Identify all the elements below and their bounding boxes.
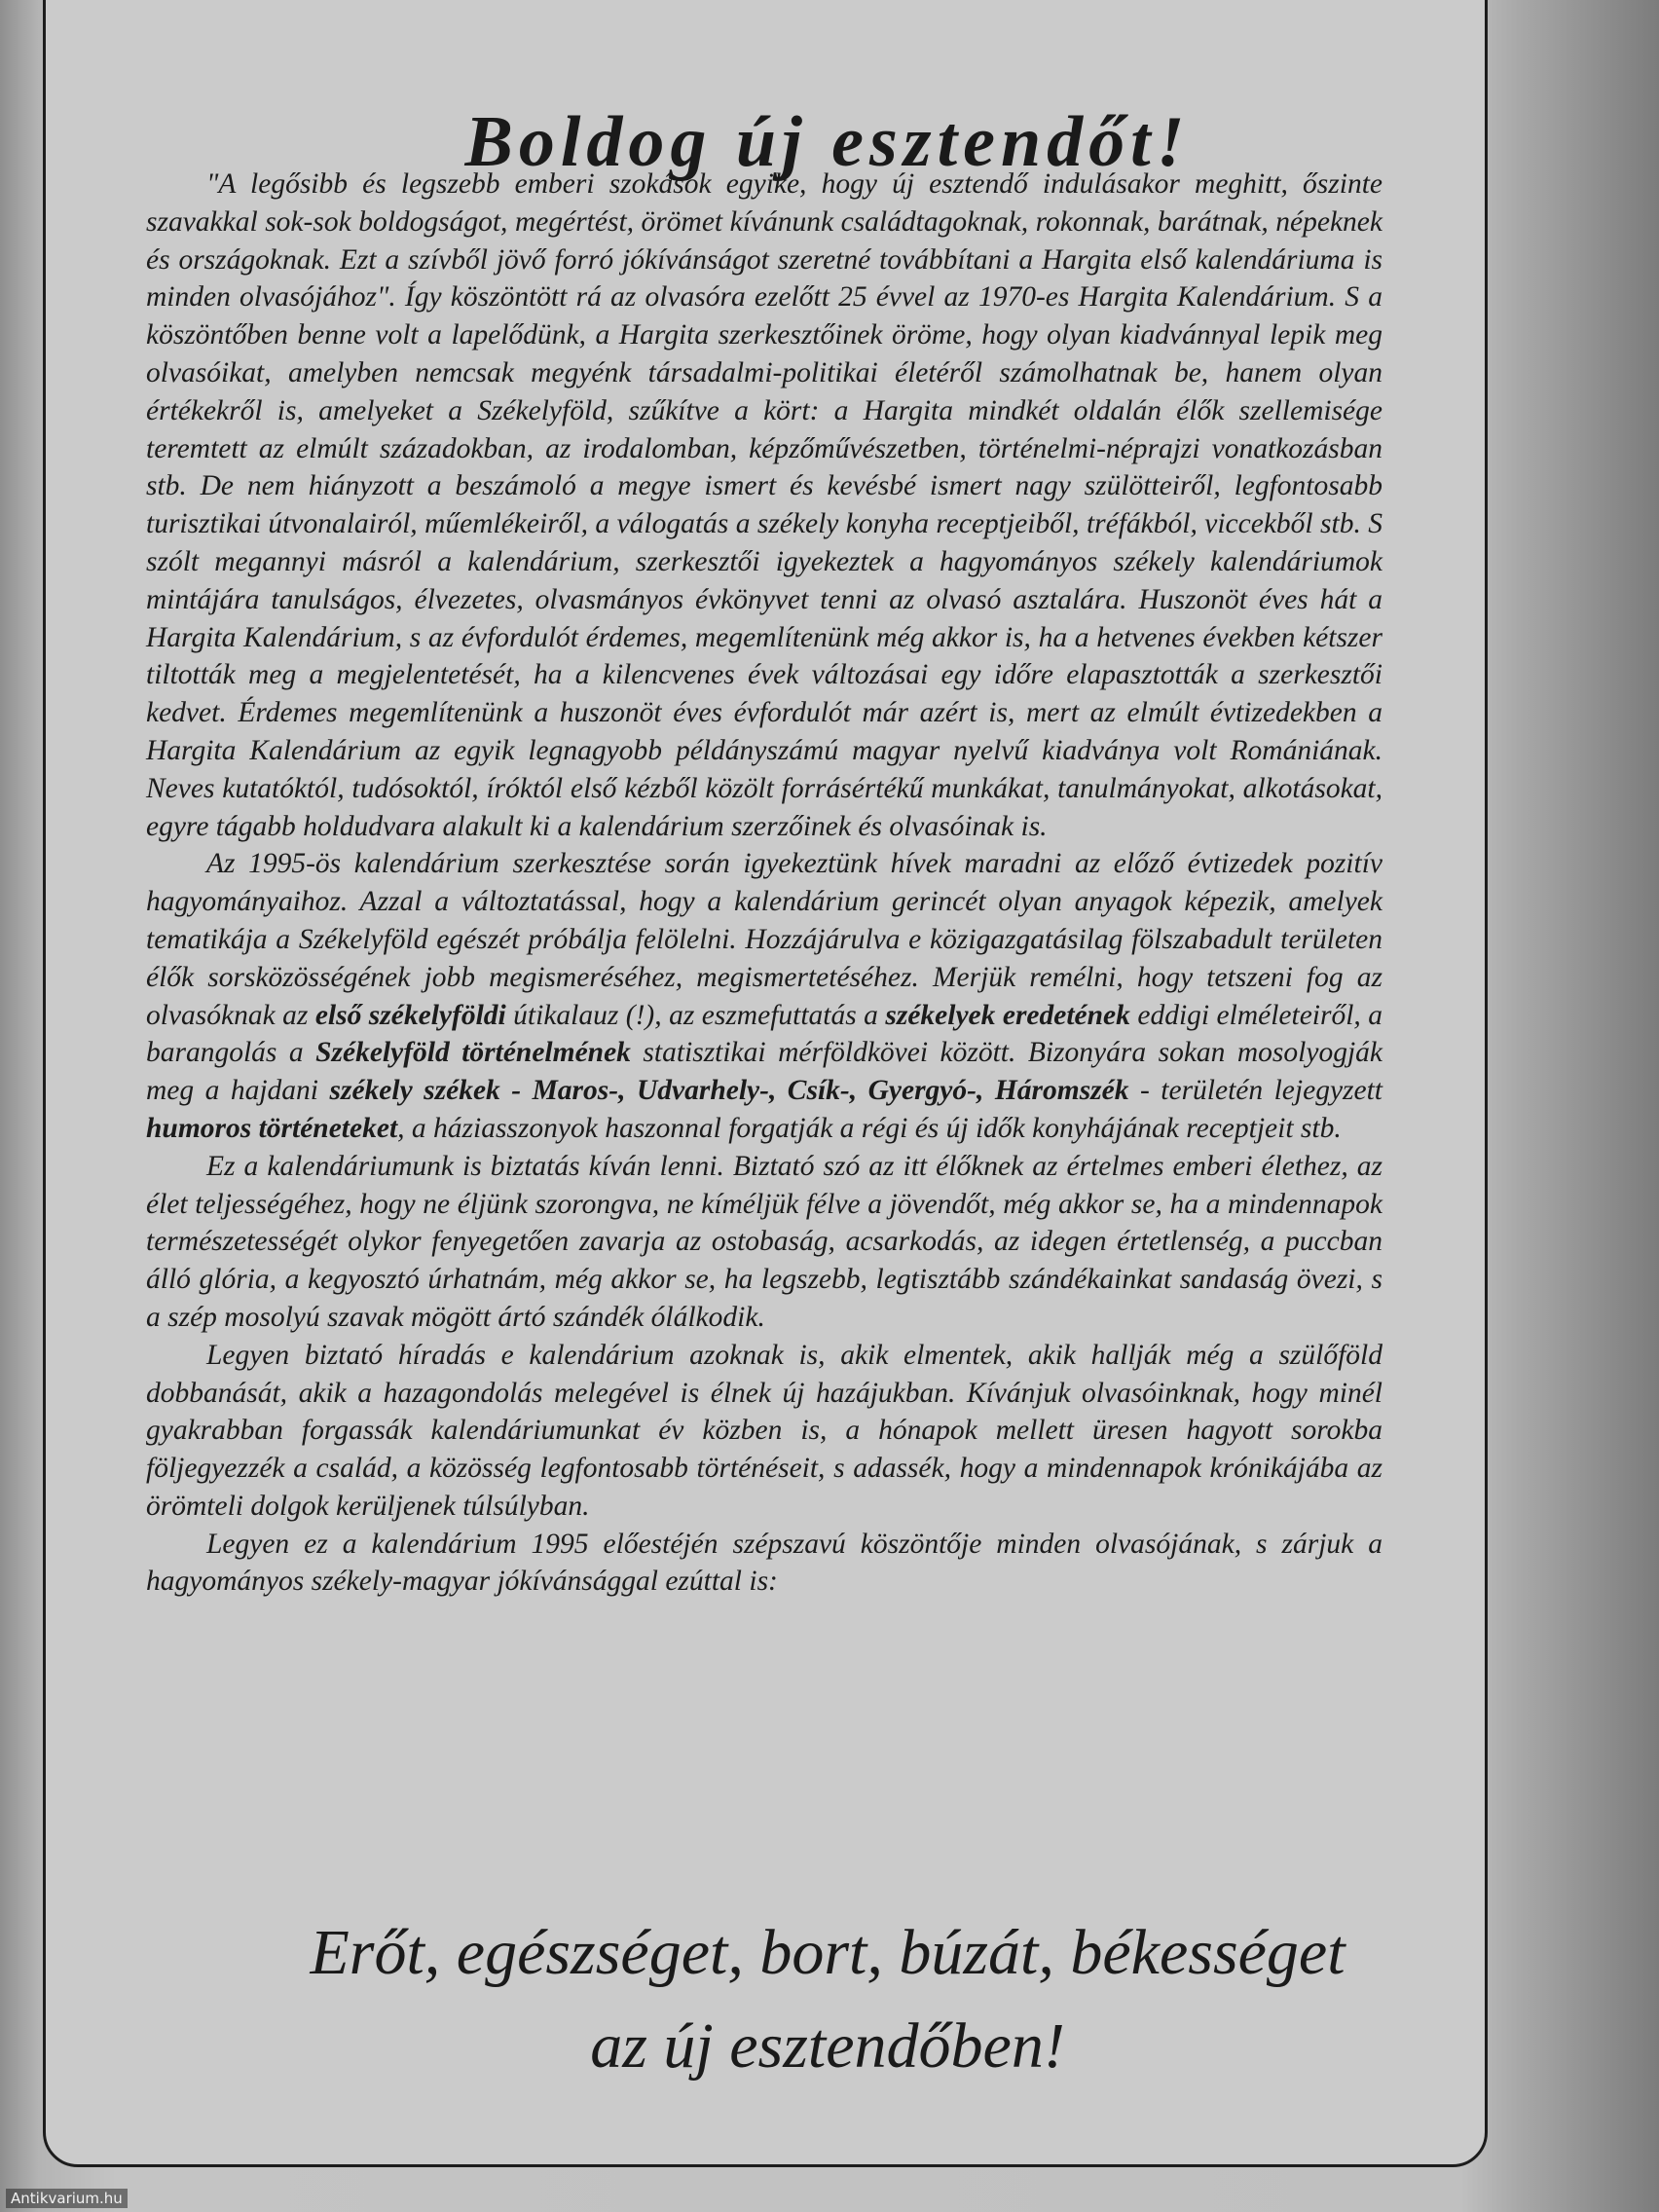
page-title: Boldog új esztendőt! [464,101,1191,182]
paragraph-4: Legyen biztató híradás e kalendárium azoknak is, akik elmentek, akik hallják még a szülőföld dobbanását, akik a hazagondolás melegével is élnek új hazájukban. Kívánjuk olvasóinknak, hogy minél gyakrabban forgassák kalendáriumunkat év közben is, a hónapok mellett üresen hagyott sorokba följegyezzék a család, a közösség legfontosabb történéseit, s adassék, hogy a mindennapok krónikájába az örömteli dolgok kerüljenek túlsúlyban. [146,1339,1382,1522]
watermark: Antikvarium.hu [6,2189,128,2208]
closing-wish [58,1906,1597,2093]
paragraph-3: Ez a kalendáriumunk is biztatás kíván lenni. Biztató szó az itt élőknek az értelmes emberi élethez, az élet teljességéhez, hogy ne éljünk szorongva, ne kíméljük félve a jövendőt, még akkor se, ha a mindennapok természetességét olykor fenyegetően zavarja az ostobaság, acsarkodás, az idegen értetlenség, a puccban álló glória, a kegyosztó úrhatnám, még akkor se, ha legszebb, legtisztább szándékainkat sandaság övezi, s a szép mosolyú szavak mögött ártó szándék ólálkodik. [146,1150,1382,1333]
closing-line-2: az új esztendőben! [590,2010,1065,2082]
article-body [146,166,1382,1601]
closing-line-1: Erőt, egészséget, bort, búzát, békességet [310,1917,1346,1988]
paragraph-2: Az 1995-ös kalendárium szerkesztése során igyekeztünk hívek maradni az előző évtizedek pozitív hagyományaihoz. Azzal a változtatással, hogy a kalendárium gerincét olyan anyagok képezik, amelyek tematikája a Székelyföld egészét próbálja felölelni. Hozzájárulva e közigazgatásilag fölszabadult területen élők sorsközösségének jobb megismeréséhez, megismertetéséhez. Merjük remélni, hogy tetszeni fog az olvasóknak az első székelyföldi útikalauz (!), az eszmefuttatás a székelyek eredetének eddigi elméleteiről, a barangolás a Székelyföld történelmének statisztikai mérföldkövei között. Bizonyára sokan mosolyogják meg a hajdani székely székek - Maros-, Udvarhely-, Csík-, Gyergyó-, Háromszék - területén lejegyzett humoros történeteket, a háziasszonyok haszonnal forgatják a régi és új idők konyhájának receptjeit stb. [146,848,1383,1144]
paragraph-1: "A legősibb és legszebb emberi szokások egyike, hogy új esztendő indulásakor meghitt, őszinte szavakkal sok-sok boldogságot, megértést, örömet kívánunk családtagoknak, rokonnak, barátnak, népeknek és országoknak. Ezt a szívből jövő forró jókívánságot szeretné továbbítani a Hargita első kalendáriuma is minden olvasójához". Így köszöntött rá az olvasóra ezelőtt 25 évvel az 1970-es Hargita Kalendárium. S a köszöntőben benne volt a lapelődünk, a Hargita szerkesztőinek öröme, hogy olyan kiadvánnyal lepik meg olvasóikat, amelyben nemcsak megyénk társadalmi-politikai életéről számolhatnak be, hanem olyan értékekről is, amelyeket a Székelyföld, szűkítve a kört: a Hargita mindkét oldalán élők szellemisége teremtett az elmúlt századokban, az irodalomban, képzőművészetben, történelmi-néprajzi vonatkozásban stb. De nem hiányzott a beszámoló a megye ismert és kevésbé ismert nagy szülötteiről, legfontosabb turisztikai útvonalairól, műemlékeiről, a válogatás a székely konyha receptjeiből, tréfákból, viccekből stb. S szólt megannyi másról a kalendárium, szerkesztői igyekeztek a hagyományos székely kalendáriumok mintájára tanulságos, élvezetes, olvasmányos évkönyvet tenni az olvasó asztalára. Huszonöt éves hát a Hargita Kalendárium, s az évfordulót érdemes, megemlítenünk még akkor is, ha a hetvenes években kétszer tiltották meg a megjelentetését, ha a kilencvenes évek változásai egy időre elapasztották a szerkesztői kedvet. Érdemes megemlítenünk a huszonöt éves évfordulót már azért is, mert az elmúlt évtizedekben a Hargita Kalendárium az egyik legnagyobb példányszámú magyar nyelvű kiadványa volt Romániának. Neves kutatóktól, tudósoktól, íróktól első kézből közölt forrásértékű munkákat, tanulmányokat, alkotásokat, egyre tágabb holdudvara alakult ki a kalendárium szerzőinek és olvasóinak is. [146,168,1382,842]
paragraph-5: Legyen ez a kalendárium 1995 előestéjén szépszavú köszöntője minden olvasójának, s zárjuk a hagyományos székely-magyar jókívánsággal ezúttal is: [146,1528,1382,1598]
